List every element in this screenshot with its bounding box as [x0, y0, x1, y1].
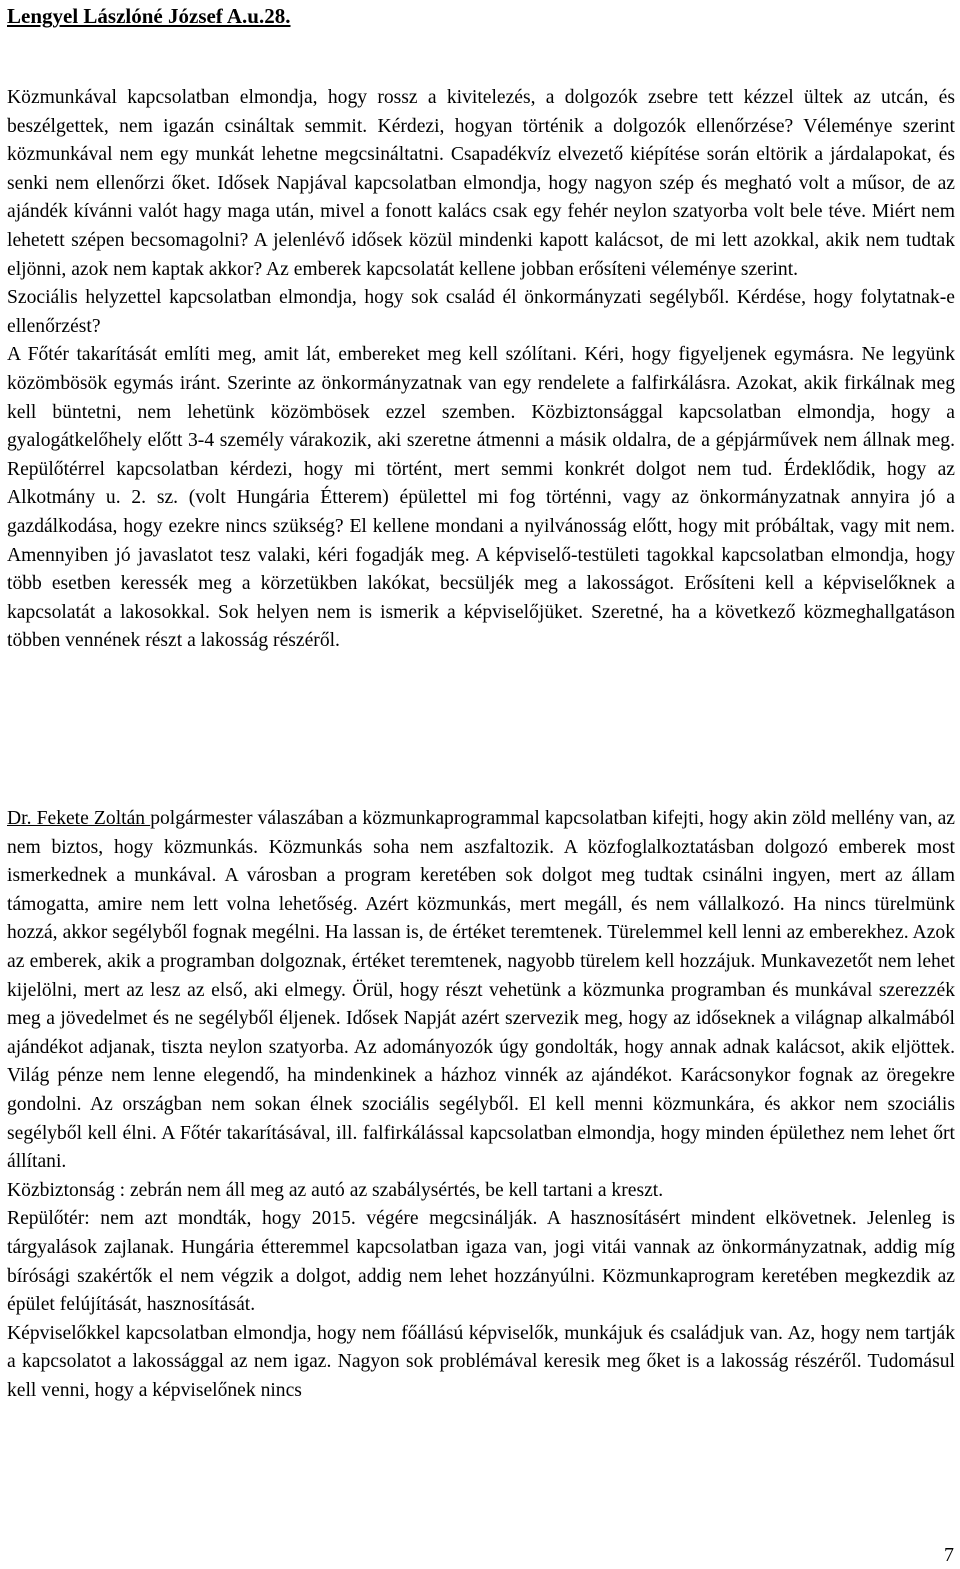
citizen-comment-section [7, 84, 955, 656]
paragraph: Képviselőkkel kapcsolatban elmondja, hogy nem főállású képviselők, munkájuk és családjuk van. Az, hogy nem tartják a kapcsolatot a lakossággal az nem igaz. Nagyon sok problémával keresik meg őket is a lakosság részéről. Tudomásul kell venni, hogy a képviselőnek nincs [7, 1322, 955, 1401]
paragraph: Szociális helyzettel kapcsolatban elmondja, hogy sok család él önkormányzati segélyből. Kérdése, hogy folytatnak-e ellenőrzést? [7, 287, 955, 337]
paragraph [7, 805, 955, 1177]
document-page [7, 0, 955, 1401]
paragraph-text: polgármester válaszában a közmunkaprogrammal kapcsolatban kifejti, hogy akin zöld mellény van, az nem biztos, hogy közmunkás. Közmunkás soha nem aszfaltozik. A közfoglalkoztatásban dolgozó emberek most ismerkednek a munkával. A városban a program keretében sok dolgot meg tudtak csinálni ingyen, mert az állam támogatta, amire nem lett volna lehetőség. Azért közmunkás, mert megáll, és nem vállalkozó. Ha nincs türelmünk hozzá, akkor segélyből fognak megélni. Ha lassan is, de értéket teremtenek. Türelemmel kell lenni az emberekhez. Azok az emberek, akik a programban dolgoznak, értéket teremtenek, nagyobb türelem kell hozzájuk. Munkavezetőt nem lehet kijelölni, mert az lesz az első, aki elmegy. Örül, hogy részt vehetünk a közmunka programban és munkával szerezzék meg a jövedelmet és ne segélyből éljenek. Idősek Napját azért szervezik meg, hogy az időseknek a világnap alkalmából ajándékot adjanak, tiszta neylon szatyorba. Az adományozók úgy gondolták, hogy annak adnak kalácsot, akik eljöttek. Világ pénze nem lenne elegendő, ha mindenkinek a házhoz vinnék az ajándékot. Karácsonykor fognak az öregekre gondolni. Az országban nem sokan élnek szociális segélyből. El kell menni közmunkára, és akkor nem szociális segélyből kell élni. A Főtér takarításával, ill. falfirkálással kapcsolatban elmondja, hogy minden épülethez nem lehet őrt állítani. [7, 808, 955, 1173]
paragraph: Közbiztonság : zebrán nem áll meg az autó az szabálysértés, be kell tartani a kreszt. [7, 1179, 664, 1201]
page-number: 7 [944, 1544, 954, 1566]
paragraph: Repülőtér: nem azt mondták, hogy 2015. végére megcsinálják. A hasznosításért mindent elkövetnek. Jelenleg is tárgyalások zajlanak. Hungária étteremmel kapcsolatban igaza van, jogi vitái vannak az önkormányzatnak, addig míg bírósági szakértők el nem végzik a dolgot, addig nem lehet hozzányúlni. Közmunkaprogram keretében megkezdik az épület felújítását, hasznosítását. [7, 1208, 955, 1316]
paragraph: A Főtér takarítását említi meg, amit lát, embereket meg kell szólítani. Kéri, hogy figyeljenek egymásra. Ne legyünk közömbösök egymás iránt. Szerinte az önkormányzatnak van egy rendelete a falfirkálásra. Azokat, akik firkálnak meg kell büntetni, nem lehetünk közömbösek ezzel szemben. Közbiztonsággal kapcsolatban elmondja, hogy a gyalogátkelőhely előtt 3-4 személy várakozik, aki szeretne átmenni a másik oldalra, de a gépjárművek nem állnak meg. Repülőtérrel kapcsolatban kérdezi, hogy mi történt, mert semmi konkrét dolgot nem tud. Érdeklődik, hogy az Alkotmány u. 2. sz. (volt Hungária Étterem) épülettel mi fog történni, vagy az önkormányzatnak annyira jó a gazdálkodása, hogy ezekre nincs szükség? El kellene mondani a nyilvánosság előtt, hogy mit próbáltak, vagy mit nem. Amennyiben jó javaslatot tesz valaki, kéri fogadják meg. A képviselő-testületi tagokkal kapcsolatban elmondja, hogy több esetben keressék meg a körzetükben lakókat, becsüljék meg a lakosságot. Erősíteni kell a képviselőknek a kapcsolatát a lakosokkal. Sok helyen nem is ismerik a képviselőjüket. Szeretné, ha a következő közmeghallgatáson többen vennének részt a lakosság részéről. [7, 344, 955, 652]
speaker-name: Dr. Fekete Zoltán [7, 808, 151, 829]
paragraph: Közmunkával kapcsolatban elmondja, hogy rossz a kivitelezés, a dolgozók zsebre tett kézzel ültek az utcán, és beszélgettek, nem igazán csináltak semmit. Kérdezi, hogyan történik a dolgozók ellenőrzése? Véleménye szerint közmunkával nem egy munkát lehetne megcsináltatni. Csapadékvíz elvezető kiépítése során eltörik a járdalapokat, és senki nem ellenőrzi őket. Idősek Napjával kapcsolatban elmondja, hogy nagyon szép és megható volt a műsor, de az ajándék kívánni valót hagy maga után, mivel a fonott kalács csak egy fehér neylon szatyorba volt bele téve. Miért nem lehetett szépen becsomagolni? A jelenlévő idősek közül mindenki kapott kalácsot, de mi lett azokkal, akik nem tudtak eljönni, azok nem kaptak akkor? Az emberek kapcsolatát kellene jobban erősíteni véleménye szerint. [7, 87, 955, 280]
mayor-response-section [7, 805, 955, 1405]
section-heading: Lengyel Lászlóné József A.u.28. [7, 4, 291, 28]
